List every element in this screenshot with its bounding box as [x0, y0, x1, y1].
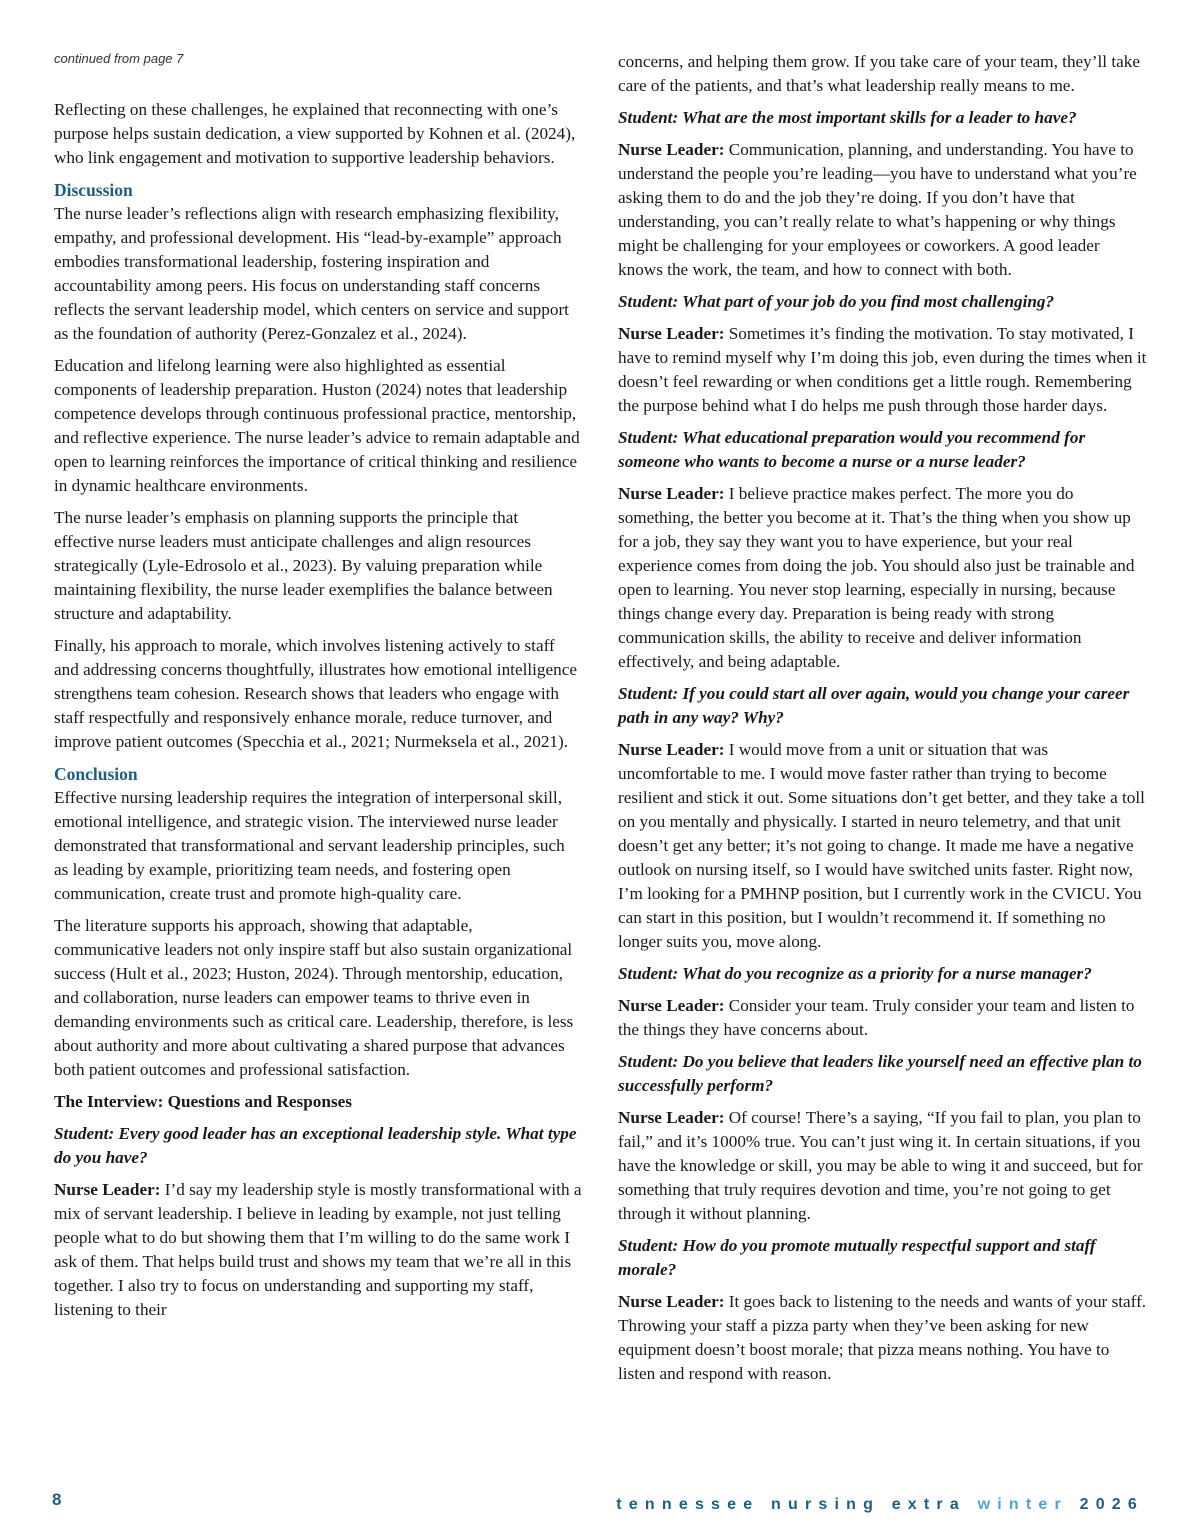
answer-text: I believe practice makes perfect. The more you do something, the better you become at it. That’s the thing when you show up for a job, they say they want you to have experience, but your real experience comes from doing the job. You should also just be trainable and open to learning. You never stop learning, especially in nursing, because things change every day. Preparation is being ready with strong communication skills, the ability to receive and deliver information effectively, and being adaptable.	[618, 484, 1135, 671]
answer-label: Nurse Leader:	[618, 140, 725, 159]
conclusion-heading: Conclusion	[54, 764, 138, 784]
answer-label: Nurse Leader:	[618, 324, 725, 343]
right-column	[618, 50, 1148, 1394]
leader-answer	[54, 1178, 582, 1322]
answer-label: Nurse Leader:	[54, 1180, 161, 1199]
student-question: Student: If you could start all over again, would you change your career path in any way? Why?	[618, 684, 1130, 727]
discussion-paragraph: The nurse leader’s reflections align with research emphasizing flexibility, empathy, and professional development. His “lead-by-example” approach embodies transformational leadership, fostering inspiration and accountability among peers. His focus on understanding staff concerns reflects the servant leadership model, which centers on service and support as the foundation of authority (Perez-Gonzalez et al., 2024).	[54, 204, 569, 343]
answer-label: Nurse Leader:	[618, 740, 725, 759]
answer-text: Communication, planning, and understanding. You have to understand the people you’re leading—you have to understand what you’re asking them to do and the job they’re doing. If you don’t have that understanding, you can’t really relate to what’s happening or why things might be challenging for your employees or coworkers. A good leader knows the work, the team, and how to connect with both.	[618, 140, 1137, 279]
answer-text: It goes back to listening to the needs and wants of your staff. Throwing your staff a pizza party when they’ve been asking for new equipment doesn’t boost morale; that pizza means nothing. You have to listen and respond with reason.	[618, 1292, 1147, 1383]
answer-label: Nurse Leader:	[618, 1108, 725, 1127]
publication-footer	[616, 1496, 1144, 1514]
discussion-paragraph: The nurse leader’s emphasis on planning supports the principle that effective nurse leaders must anticipate challenges and align resources strategically (Lyle-Edrosolo et al., 2023). By valuing preparation while maintaining flexibility, the nurse leader exemplifies the balance between structure and adaptability.	[54, 508, 553, 623]
issue-season: winter	[977, 1496, 1068, 1513]
page-number: 8	[52, 1490, 62, 1509]
leader-answer	[618, 482, 1148, 674]
answer-text: Consider your team. Truly consider your team and listen to the things they have concerns about.	[618, 996, 1135, 1039]
discussion-paragraph: Education and lifelong learning were also highlighted as essential components of leadership preparation. Huston (2024) notes that leadership competence develops through continuous professional practice, mentorship, and reflective experience. The nurse leader’s advice to remain adaptable and open to learning reinforces the importance of critical thinking and resilience in dynamic healthcare environments.	[54, 356, 580, 495]
leader-answer	[618, 1106, 1148, 1226]
leader-answer	[618, 322, 1148, 418]
conclusion-paragraph: The literature supports his approach, showing that adaptable, communicative leaders not only inspire staff but also sustain organizational success (Hult et al., 2023; Huston, 2024). Through mentorship, education, and collaboration, nurse leaders can empower teams to thrive even in demanding environments such as critical care. Leadership, therefore, is less about authority and more about cultivating a shared purpose that advances both patient outcomes and professional satisfaction.	[54, 916, 574, 1079]
student-question: Student: What are the most important skills for a leader to have?	[618, 108, 1077, 127]
student-question: Student: How do you promote mutually respectful support and staff morale?	[618, 1236, 1096, 1279]
student-question: Student: What part of your job do you find most challenging?	[618, 292, 1055, 311]
leader-answer	[618, 1290, 1148, 1386]
intro-paragraph: Reflecting on these challenges, he explained that reconnecting with one’s purpose helps sustain dedication, a view supported by Kohnen et al. (2024), who link engagement and motivation to supportive leadership behaviors.	[54, 100, 576, 167]
leader-answer	[618, 994, 1148, 1042]
answer-continuation: concerns, and helping them grow. If you take care of your team, they’ll take care of the patients, and that’s what leadership really means to me.	[618, 52, 1140, 95]
student-question: Student: What do you recognize as a priority for a nurse manager?	[618, 964, 1092, 983]
conclusion-paragraph: Effective nursing leadership requires the integration of interpersonal skill, emotional intelligence, and strategic vision. The interviewed nurse leader demonstrated that transformational and servant leadership principles, such as leading by example, prioritizing team needs, and fostering open communication, create trust and promote high-quality care.	[54, 788, 565, 903]
answer-text: I would move from a unit or situation that was uncomfortable to me. I would move faster rather than trying to become resilient and stick it out. Some situations don’t get better, and they take a toll on you mentally and physically. I started in neuro telemetry, and that unit doesn’t get any better; it’s not going to change. It made me have a negative outlook on nursing itself, so I would have switched units faster. Right now, I’m looking for a PMHNP position, but I currently work in the CVICU. You can start in this position, but I wouldn’t recommend it. If something no longer suits you, move along.	[618, 740, 1145, 951]
publication-name: tennessee nursing extra	[616, 1496, 966, 1513]
leader-answer	[618, 138, 1148, 282]
issue-year: 2026	[1079, 1496, 1144, 1513]
answer-text: Of course! There’s a saying, “If you fail to plan, you plan to fail,” and it’s 1000% true. You can’t just wing it. In certain situations, if you have the knowledge or skill, you may be able to wing it and succeed, but for something that truly requires devotion and time, you’re not going to get through it without planning.	[618, 1108, 1143, 1223]
discussion-paragraph: Finally, his approach to morale, which involves listening actively to staff and addressing concerns thoughtfully, illustrates how emotional intelligence strengthens team cohesion. Research shows that leaders who engage with staff respectfully and responsively enhance morale, reduce turnover, and improve patient outcomes (Specchia et al., 2021; Nurmeksela et al., 2021).	[54, 636, 577, 751]
answer-label: Nurse Leader:	[618, 996, 725, 1015]
answer-label: Nurse Leader:	[618, 1292, 725, 1311]
answer-text: Sometimes it’s finding the motivation. To stay motivated, I have to remind myself why I’m doing this job, even during the times when it doesn’t feel rewarding or when conditions get a little rough. Remembering the purpose behind what I do helps me push through those harder days.	[618, 324, 1147, 415]
discussion-heading: Discussion	[54, 180, 133, 200]
leader-answer	[618, 738, 1148, 954]
continued-note: continued from page 7	[54, 51, 184, 66]
answer-label: Nurse Leader:	[618, 484, 725, 503]
answer-text: I’d say my leadership style is mostly transformational with a mix of servant leadership. I believe in leading by example, not just telling people what to do but showing them that I’m willing to do the same work I ask of them. That helps build trust and shows my team that we’re all in this together. I also try to focus on understanding and supporting my staff, listening to their	[54, 1180, 582, 1319]
left-column	[54, 50, 582, 1330]
interview-heading: The Interview: Questions and Responses	[54, 1092, 352, 1111]
student-question: Student: What educational preparation would you recommend for someone who wants to become a nurse or a nurse leader?	[618, 428, 1086, 471]
student-question: Student: Do you believe that leaders like yourself need an effective plan to successfully perform?	[618, 1052, 1142, 1095]
student-question: Student: Every good leader has an exceptional leadership style. What type do you have?	[54, 1124, 577, 1167]
